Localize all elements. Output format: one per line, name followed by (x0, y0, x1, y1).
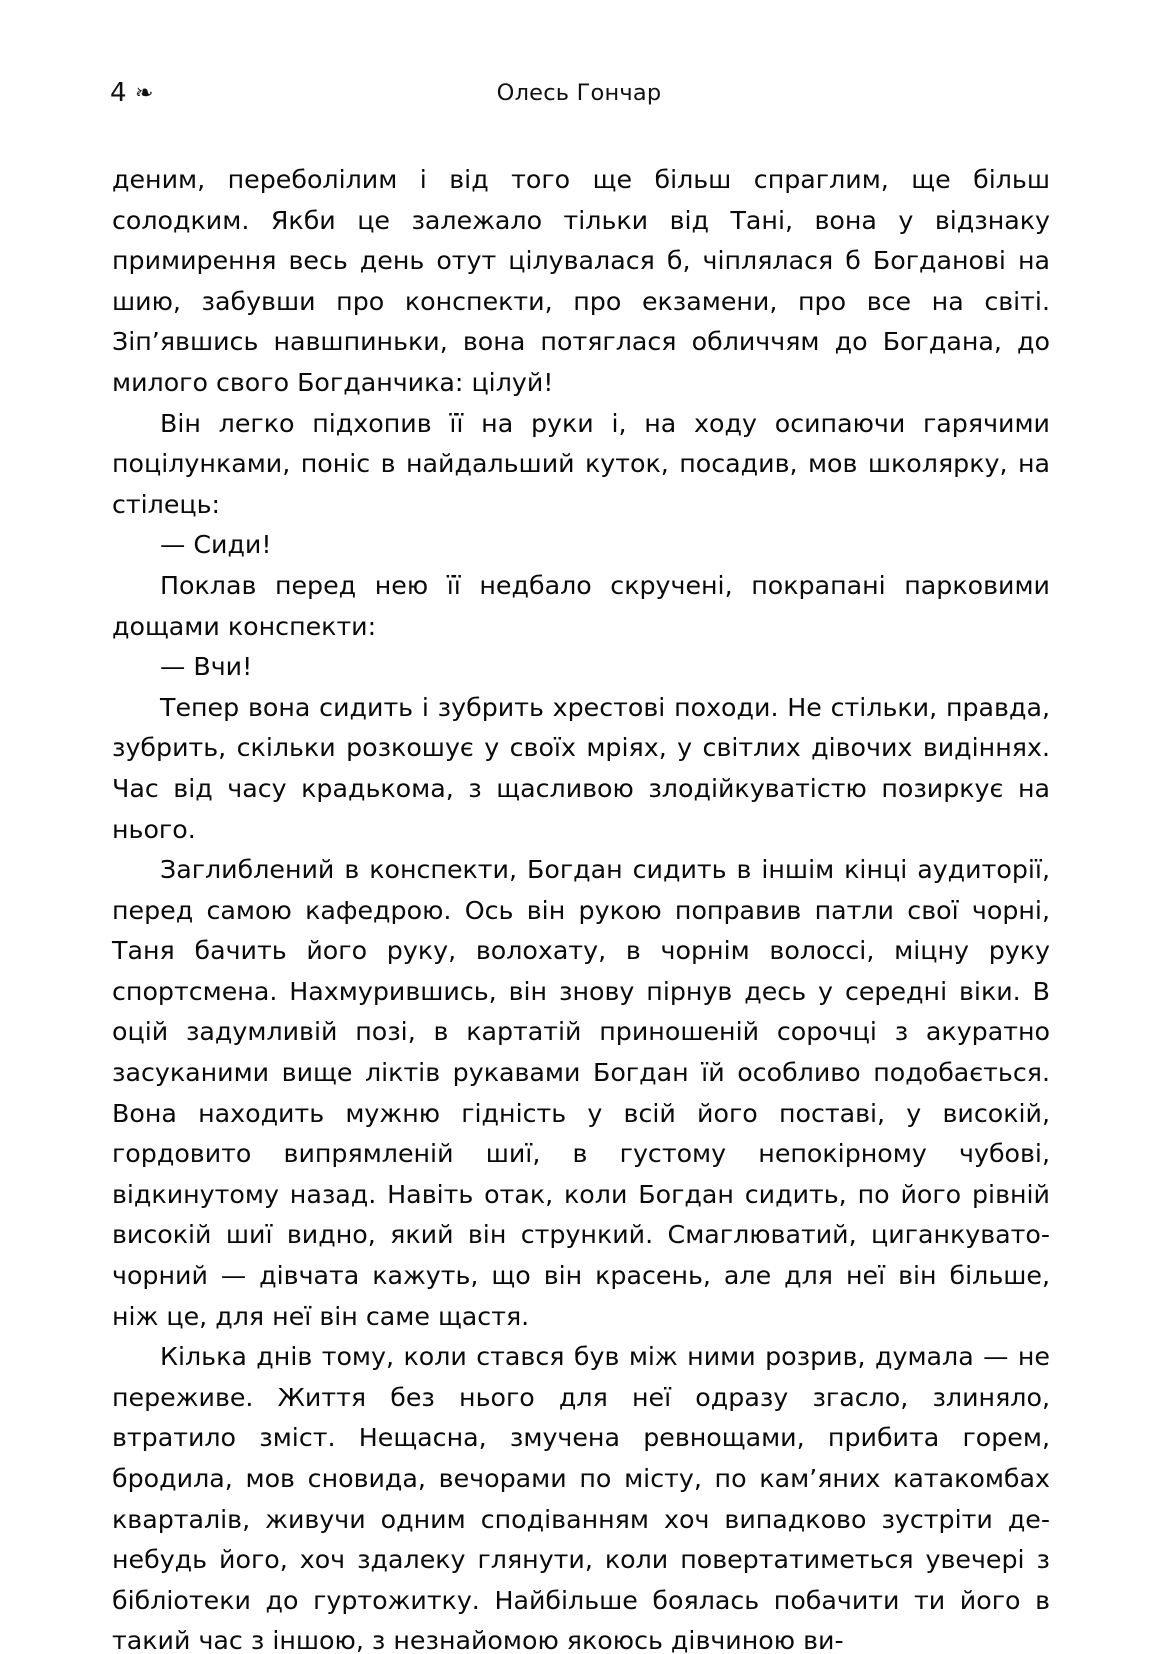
body-paragraph: Тепер вона сидить і зубрить хрестові походи. Не стільки, правда, зубрить, скільки розкошує у своїх мріях, у світлих дівочих видіннях. Час від часу крадькома, з щасливою злодійкуватістю позиркує на нього. (112, 692, 1050, 844)
body-paragraph: деним, переболілим і від того ще більш спраглим, ще більш солодким. Якби це залежало тільки від Тані, вона у відзнаку примирення весь день отут цілувалася б, чіплялася б Богданові на шию, забувши про конспекти, про екзамени, про все на світі. Зіп’явшись навшпиньки, вона потяглася обличчям до Богдана, до милого свого Богданчика: цілуй! (112, 165, 1050, 397)
page-header (110, 78, 1048, 118)
fleuron-ornament-icon: ❧ (135, 81, 154, 106)
body-paragraph: Поклав перед нею її недбало скручені, покрапані парковими дощами конспекти: (112, 570, 1050, 641)
body-paragraph: — Вчи! (160, 652, 253, 682)
body-paragraph: Кілька днів тому, коли стався був між ними розрив, думала — не переживе. Життя без нього для неї одразу згасло, злиняло, втратило зміст. Нещасна, змучена ревнощами, прибита горем, бродила, мов сновида, вечорами по місту, по кам’яних катакомбах кварталів, живучи одним сподіванням хоч випадково зустріти де-небудь його, хоч здалеку глянути, коли повертатиметься увечері з бібліотеки до гуртожитку. Найбільше боялась побачити ти його в такий час з іншою, з незнайомою якоюсь дівчиною ви- (112, 1342, 1050, 1654)
page-body (112, 160, 1050, 1654)
page-number: 4 (110, 78, 128, 108)
body-paragraph: Він легко підхопив її на руки і, на ходу осипаючи гарячими поцілунками, поніс в найдальший куток, посадив, мов школярку, на стілець: (112, 408, 1050, 519)
body-paragraph: — Сиди! (160, 530, 272, 560)
running-title: Олесь Гончар (496, 80, 662, 106)
body-paragraph: Заглиблений в конспекти, Богдан сидить в іншім кінці аудиторії, перед самою кафедрою. Ось він рукою поправив патли свої чорні, Таня бачить його руку, волохату, в чорнім волоссі, міцну руку спортсмена. Нахмурившись, він знову пірнув десь у середні віки. В оцій задумливій позі, в картатій приношеній сорочці з акуратно засуканими вище ліктів рукавами Богдан їй особливо подобається. Вона находить мужню гідність у всій його поставі, у високій, гордовито випрямленій шиї, в густому непокірному чубові, відкинутому назад. Навіть отак, коли Богдан сидить, по його рівній високій шиї видно, який він стрункий. Смаглюватий, циганкувато-чорний — дівчата кажуть, що він красень, але для неї він більше, ніж це, для неї він саме щастя. (112, 855, 1050, 1331)
